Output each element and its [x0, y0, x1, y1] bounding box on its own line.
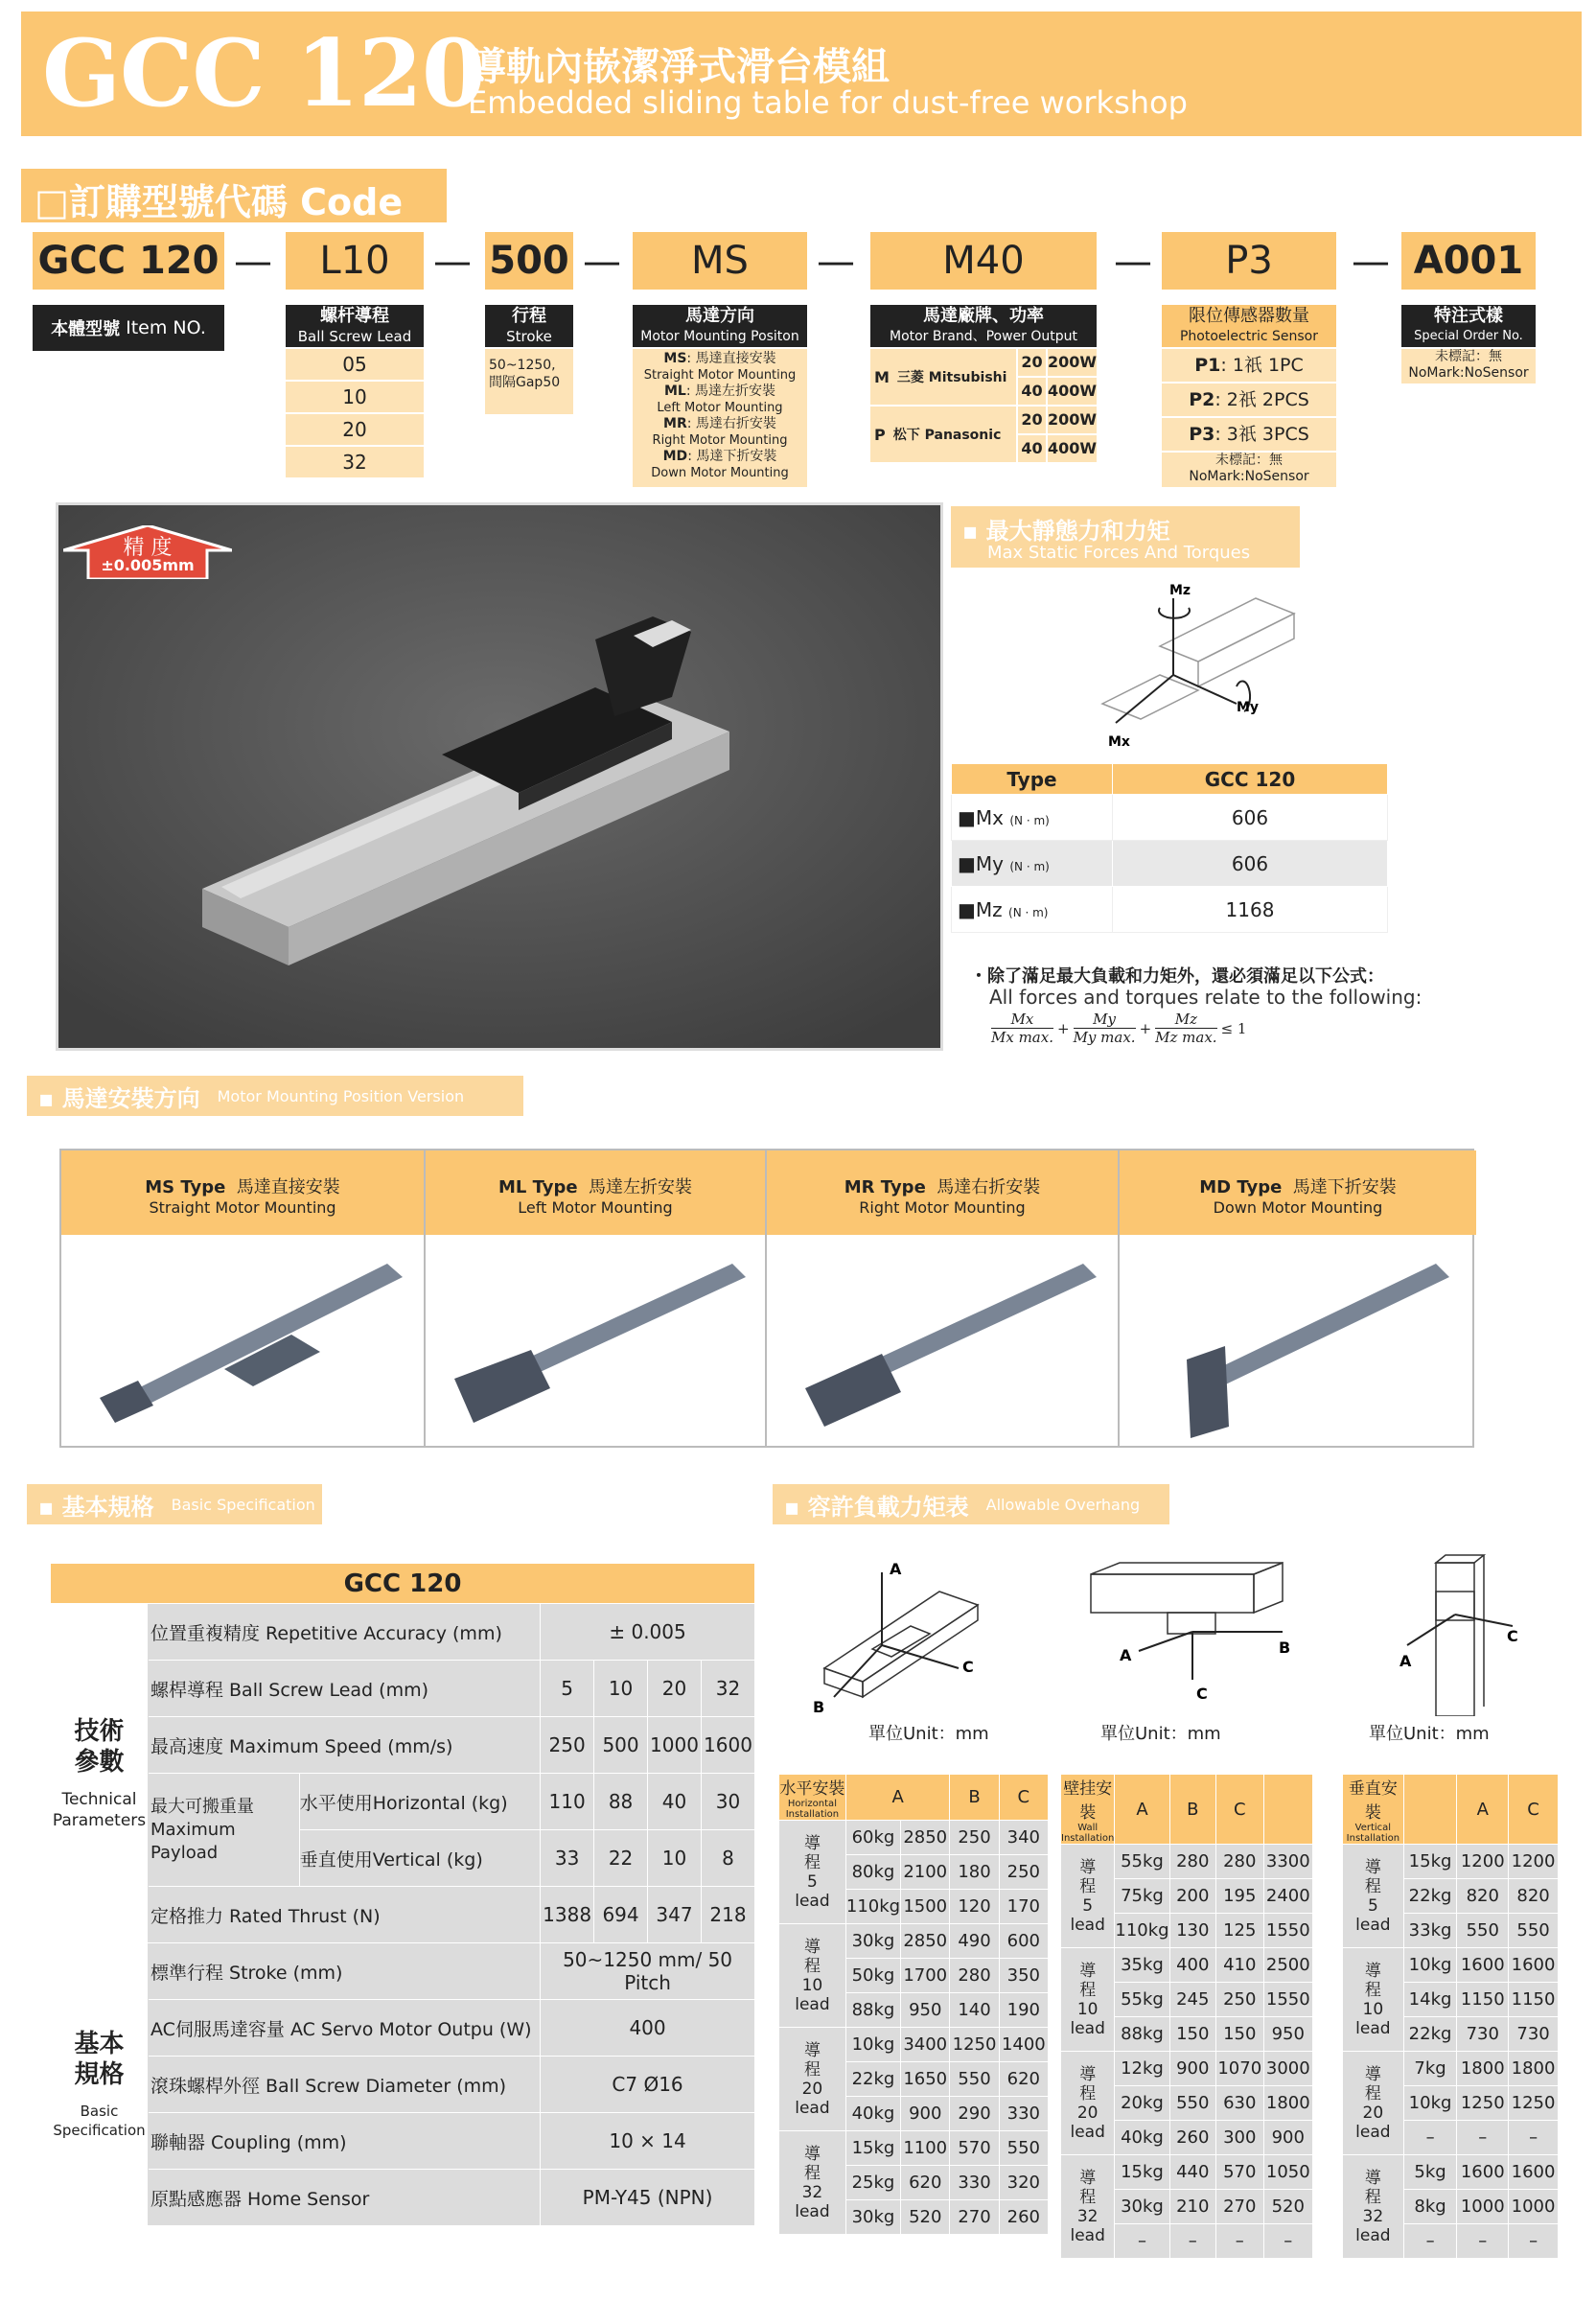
overhang-cell: 280 — [1169, 1845, 1215, 1879]
overhang-cell: 1150 — [1509, 1983, 1559, 2017]
overhang-cell: 820 — [1457, 1879, 1509, 1914]
spec-row-speed: 最高速度 Maximum Speed (mm/s) 250 500 1000 1600 — [51, 1717, 755, 1774]
static-title: ▪ 最大靜態力和力矩 — [962, 518, 1170, 545]
lead-group-label: 導 程 20 lead — [1061, 2052, 1115, 2155]
overhang-row — [779, 1924, 1049, 1959]
overhang-cell: 55kg — [1115, 1845, 1169, 1879]
overhang-axis-label: A — [1120, 1646, 1132, 1664]
static-formula: Mx Mx max. + My My max. + Mz Mz max. ≤ 1 — [991, 1011, 1247, 1046]
overhang-axis-label: C — [1196, 1685, 1208, 1703]
overhang-cell: 130 — [1169, 1914, 1215, 1948]
mounting-md: MD Type 馬達下折安裝 Down Motor Mounting — [1120, 1150, 1476, 1446]
ms-type-image — [61, 1235, 424, 1446]
overhang-cell: 80kg — [845, 1855, 900, 1890]
wall-install-diagram — [1081, 1555, 1302, 1708]
overhang-cell: 570 — [950, 2131, 999, 2166]
overhang-cell: 33kg — [1403, 1914, 1457, 1948]
overhang-cell: 200 — [1169, 1879, 1215, 1914]
mounting-section-title: ▪ 馬達安裝方向 Motor Mounting Position Version — [27, 1076, 523, 1116]
spec-row-diameter: 滾珠螺桿外徑 Ball Screw Diameter (mm) C7 Ø16 — [51, 2057, 755, 2113]
overhang-cell: 1500 — [901, 1890, 950, 1924]
overhang-cell: 150 — [1215, 2017, 1263, 2052]
overhang-cell: 170 — [999, 1890, 1048, 1924]
item-no-label: 本體型號 Item NO. — [33, 305, 224, 351]
code-dash: — — [583, 240, 621, 284]
overhang-cell: 150 — [1169, 2017, 1215, 2052]
axis-label: My — [1237, 700, 1260, 715]
motor-dir-label: 馬達方向 Motor Mounting Positon — [633, 305, 807, 347]
overhang-row — [1061, 1845, 1313, 1879]
lead-option: 32 — [286, 447, 424, 477]
overhang-cell: 10kg — [1403, 1948, 1457, 1983]
overhang-cell: 330 — [950, 2166, 999, 2200]
motor-dir-md: MD: 馬達下折安裝 — [662, 449, 777, 464]
overhang-axis-label: A — [1399, 1652, 1412, 1670]
overhang-cell: 1400 — [999, 2028, 1048, 2062]
overhang-cell: 22kg — [1403, 1879, 1457, 1914]
overhang-cell: 730 — [1457, 2017, 1509, 2052]
title-en: Embedded sliding table for dust-free workshop — [468, 84, 1188, 121]
overhang-cell: 1800 — [1509, 2052, 1559, 2086]
overhang-axis-label: B — [1279, 1639, 1291, 1657]
overhang-cell: 900 — [901, 2097, 950, 2131]
mounting-mr: MR Type 馬達右折安裝 Right Motor Mounting — [767, 1150, 1120, 1446]
motor-brand-table — [870, 349, 1097, 462]
motor-dir-ml: ML: 馬達左折安裝 — [663, 384, 776, 399]
md-type-image — [1120, 1235, 1476, 1446]
overhang-cell: 40kg — [1115, 2121, 1169, 2155]
lead-values — [286, 349, 424, 477]
vertical-install-diagram — [1388, 1553, 1522, 1716]
overhang-cell: – — [1263, 2224, 1312, 2259]
motor-brand-label: 馬達廠牌、功率 Motor Brand、Power Output — [870, 305, 1097, 347]
static-note-en: All forces and torques relate to the following: — [989, 986, 1423, 1009]
sensor-p1: P1: 1祇 1PC — [1162, 349, 1336, 382]
lead-group-label: 導 程 10 lead — [1343, 1948, 1404, 2052]
mounting-table — [59, 1149, 1474, 1448]
lead-label: 螺杆導程 Ball Screw Lead — [286, 305, 424, 347]
static-row: ■Mz (N · m) 1168 — [952, 887, 1388, 933]
ml-type-image — [426, 1235, 765, 1446]
spec-row-stroke: 基本規格 Basic Specification 標準行程 Stroke (mm) 50~1250 mm/ 50 Pitch — [51, 1943, 755, 2000]
overhang-cell: 3400 — [901, 2028, 950, 2062]
overhang-cell: 250 — [950, 1821, 999, 1855]
mounting-ml: ML Type 馬達左折安裝 Left Motor Mounting — [426, 1150, 767, 1446]
overhang-section-title: ▪ 容許負載力矩表 Allowable Overhang — [773, 1484, 1169, 1524]
overhang-cell: 330 — [999, 2097, 1048, 2131]
overhang-vertical-table: 垂直安裝 Vertical Installation A C 導 程 5 lead 15kg 1200 1200 22kg 820 820 33kg 550 550 導 程 10 lead 10kg 1600 1600 14kg 1150 1150 22kg 730 730 導 程 20 lead 7kg 1800 1800 10kg 1250 1250 – – – 導 程 32 lead 5kg 1600 1600 8kg 1000 1000 – – – — [1342, 1774, 1559, 2259]
basic-section-title: ▪ 基本規格 Basic Specification — [27, 1484, 322, 1524]
overhang-cell: 3300 — [1263, 1845, 1312, 1879]
overhang-cell: 2850 — [901, 1924, 950, 1959]
static-table: Type GCC 120 ■Mx (N · m) 606 ■My (N · m) 606 ■Mz (N · m) 1168 — [951, 763, 1388, 933]
code-dash: — — [1352, 240, 1390, 284]
sensor-p3: P3: 3祇 3PCS — [1162, 418, 1336, 451]
overhang-cell: 400 — [1169, 1948, 1215, 1983]
overhang-cell: 15kg — [1115, 2155, 1169, 2190]
unit-label: 單位Unit：mm — [868, 1724, 989, 1744]
overhang-cell: – — [1457, 2224, 1509, 2259]
lead-group-label: 導 程 10 lead — [1061, 1948, 1115, 2052]
overhang-row — [1061, 2155, 1313, 2190]
axis-label: Mz — [1169, 583, 1191, 598]
overhang-cell: 5kg — [1403, 2155, 1457, 2190]
overhang-row — [779, 2028, 1049, 2062]
code-section-title-text: □訂購型號代碼 Code — [35, 181, 404, 223]
overhang-cell: – — [1115, 2224, 1169, 2259]
overhang-axis-label: B — [813, 1698, 825, 1716]
spec-row-coupling: 聯軸器 Coupling (mm) 10 × 14 — [51, 2113, 755, 2170]
spec-row-payload-h: 最大可搬重量 Maximum Payload 水平使用Horizontal (kg) 110 88 40 30 — [51, 1774, 755, 1830]
code-motor-dir: MS — [633, 232, 807, 290]
code-sensor: P3 — [1162, 232, 1336, 290]
overhang-cell: 2850 — [901, 1821, 950, 1855]
overhang-cell: 550 — [1509, 1914, 1559, 1948]
overhang-cell: 950 — [1263, 2017, 1312, 2052]
basic-spec-table: GCC 120 技術參數 Technical Parameters 位置重複精度 Repetitive Accuracy (mm) ± 0.005 螺桿導程 Ball Screw Lead (mm) 5 10 20 32 最高速度 Maximum Speed (mm/s) 250 500 1000 1600 最大可搬重量 Maximum Payload 水平使用Horizontal (kg) 110 88 40 30 垂直使用Vertical (kg) 33 22 10 8 定格推力 Rated Thrust (N) 1388 694 347 218 基本規格 Basic Specification 標準行程 Stroke (mm) 50~1250 mm/ 50 Pitch AC伺服馬達容量 AC Servo Motor Outpu (W) 400 滾珠螺桿外徑 Ball Screw Diameter (mm) C7 Ø16 聯軸器 Coupling (mm) 10 × 14 原點感應器 Home Sensor PM-Y45 (NPN) — [50, 1563, 755, 2226]
overhang-cell: 260 — [999, 2200, 1048, 2235]
overhang-row — [779, 1821, 1049, 1855]
overhang-cell: 3000 — [1263, 2052, 1312, 2086]
overhang-cell: 620 — [901, 2166, 950, 2200]
overhang-cell: 7kg — [1403, 2052, 1457, 2086]
overhang-cell: 120 — [950, 1890, 999, 1924]
overhang-cell: 1700 — [901, 1959, 950, 1993]
overhang-cell: 50kg — [845, 1959, 900, 1993]
horizontal-install-diagram — [805, 1553, 987, 1716]
overhang-cell: 140 — [950, 1993, 999, 2028]
group-basic: 基本規格 Basic Specification — [51, 1943, 149, 2226]
overhang-cell: 290 — [950, 2097, 999, 2131]
mounting-ms: MS Type 馬達直接安裝 Straight Motor Mounting — [61, 1150, 426, 1446]
lead-group-label: 導 程 5 lead — [1343, 1845, 1404, 1948]
overhang-cell: 520 — [901, 2200, 950, 2235]
static-row: ■Mx (N · m) 606 — [952, 795, 1388, 841]
overhang-cell: 1800 — [1263, 2086, 1312, 2121]
model-title: GCC 120 — [42, 19, 485, 128]
overhang-cell: 10kg — [845, 2028, 900, 2062]
overhang-cell: 1070 — [1215, 2052, 1263, 2086]
overhang-cell: 1600 — [1509, 1948, 1559, 1983]
lead-group-label: 導 程 5 lead — [779, 1821, 846, 1924]
overhang-cell: 340 — [999, 1821, 1048, 1855]
overhang-cell: 190 — [999, 1993, 1048, 2028]
overhang-cell: 550 — [950, 2062, 999, 2097]
overhang-cell: 1550 — [1263, 1983, 1312, 2017]
spec-row-thrust: 定格推力 Rated Thrust (N) 1388 694 347 218 — [51, 1887, 755, 1943]
overhang-cell: 270 — [1215, 2190, 1263, 2224]
mr-type-image — [767, 1235, 1118, 1446]
overhang-cell: 1250 — [1457, 2086, 1509, 2121]
overhang-cell: – — [1457, 2121, 1509, 2155]
torque-diagram — [1093, 579, 1304, 755]
motor-dir-ms: MS: 馬達直接安裝 — [663, 351, 776, 366]
spec-row-repeat: 技術參數 Technical Parameters 位置重複精度 Repetitive Accuracy (mm) ± 0.005 — [51, 1604, 755, 1661]
overhang-axis-label: C — [1507, 1627, 1518, 1645]
overhang-cell: 15kg — [845, 2131, 900, 2166]
overhang-cell: 900 — [1263, 2121, 1312, 2155]
overhang-cell: 1800 — [1457, 2052, 1509, 2086]
overhang-cell: 1650 — [901, 2062, 950, 2097]
overhang-cell: 55kg — [1115, 1983, 1169, 2017]
lead-group-label: 導 程 5 lead — [1061, 1845, 1115, 1948]
overhang-cell: 10kg — [1403, 2086, 1457, 2121]
overhang-cell: 22kg — [845, 2062, 900, 2097]
overhang-cell: 30kg — [1115, 2190, 1169, 2224]
overhang-cell: 900 — [1169, 2052, 1215, 2086]
code-stroke: 500 — [485, 232, 573, 290]
overhang-cell: 15kg — [1403, 1845, 1457, 1879]
overhang-cell: 1600 — [1457, 2155, 1509, 2190]
overhang-cell: 550 — [1169, 2086, 1215, 2121]
overhang-cell: 88kg — [845, 1993, 900, 2028]
overhang-cell: 280 — [950, 1959, 999, 1993]
overhang-cell: 1150 — [1457, 1983, 1509, 2017]
overhang-cell: 550 — [1457, 1914, 1509, 1948]
overhang-cell: 1250 — [950, 2028, 999, 2062]
overhang-cell: 2100 — [901, 1855, 950, 1890]
lead-group-label: 導 程 32 lead — [1061, 2155, 1115, 2259]
overhang-cell: 520 — [1263, 2190, 1312, 2224]
overhang-cell: 1100 — [901, 2131, 950, 2166]
overhang-cell: – — [1169, 2224, 1215, 2259]
spec-row-lead: 螺桿導程 Ball Screw Lead (mm) 5 10 20 32 — [51, 1661, 755, 1717]
overhang-cell: 75kg — [1115, 1879, 1169, 1914]
overhang-cell: 250 — [999, 1855, 1048, 1890]
overhang-cell: 110kg — [1115, 1914, 1169, 1948]
overhang-cell: – — [1403, 2121, 1457, 2155]
overhang-cell: 30kg — [845, 2200, 900, 2235]
overhang-cell: 25kg — [845, 2166, 900, 2200]
overhang-cell: 195 — [1215, 1879, 1263, 1914]
overhang-cell: 270 — [950, 2200, 999, 2235]
group-technical: 技術參數 Technical Parameters — [51, 1604, 149, 1943]
overhang-cell: 1250 — [1509, 2086, 1559, 2121]
overhang-cell: 88kg — [1115, 2017, 1169, 2052]
overhang-row — [1343, 1845, 1559, 1879]
overhang-cell: 14kg — [1403, 1983, 1457, 2017]
overhang-cell: 22kg — [1403, 2017, 1457, 2052]
code-dash: — — [234, 240, 272, 284]
overhang-row — [1343, 1948, 1559, 1983]
overhang-horizontal-table: 水平安裝 Horizontal Installation A B C 導 程 5 lead 60kg 2850 250 340 80kg 2100 180 250 110kg 1500 120 170 導 程 10 lead 30kg 2850 490 600 50kg 1700 280 350 88kg 950 140 190 導 程 20 lead 10kg 3400 1250 1400 22kg 1650 550 620 40kg 900 290 330 導 程 32 lead 15kg 1100 570 550 25kg 620 330 320 30kg 520 270 260 — [778, 1774, 1049, 2235]
overhang-cell: 125 — [1215, 1914, 1263, 1948]
unit-label: 單位Unit：mm — [1100, 1724, 1221, 1744]
sensor-none: 未標記：無 NoMark:NoSensor — [1162, 453, 1336, 487]
precision-badge: 精 度 ±0.005mm — [63, 525, 232, 579]
overhang-cell: 630 — [1215, 2086, 1263, 2121]
overhang-cell: 20kg — [1115, 2086, 1169, 2121]
lead-option: 20 — [286, 414, 424, 445]
code-item-no: GCC 120 — [33, 232, 224, 290]
overhang-cell: 570 — [1215, 2155, 1263, 2190]
special-label: 特注式樣 Special Order No. — [1401, 305, 1536, 347]
motor-dir-mr: MR: 馬達右折安裝 — [663, 416, 776, 431]
stroke-desc: 50~1250, 間隔Gap50 — [485, 349, 573, 414]
static-note-cn: ・除了滿足最大負載和力矩外，還必須滿足以下公式： — [970, 966, 1384, 987]
stroke-label: 行程 Stroke — [485, 305, 573, 347]
overhang-axis-label: C — [962, 1658, 974, 1676]
static-row: ■My (N · m) 606 — [952, 841, 1388, 887]
overhang-cell: 60kg — [845, 1821, 900, 1855]
code-dash: — — [433, 240, 472, 284]
overhang-cell: 820 — [1509, 1879, 1559, 1914]
overhang-cell: 1550 — [1263, 1914, 1312, 1948]
special-none: 未標記：無 NoMark:NoSensor — [1401, 349, 1536, 384]
unit-label: 單位Unit：mm — [1369, 1724, 1490, 1744]
overhang-cell: 490 — [950, 1924, 999, 1959]
overhang-cell: 1000 — [1509, 2190, 1559, 2224]
lead-group-label: 導 程 32 lead — [779, 2131, 846, 2235]
overhang-cell: 620 — [999, 2062, 1048, 2097]
overhang-cell: 110kg — [845, 1890, 900, 1924]
overhang-cell: 250 — [1215, 1983, 1263, 2017]
overhang-cell: 8kg — [1403, 2190, 1457, 2224]
overhang-cell: – — [1509, 2224, 1559, 2259]
axis-label: Mx — [1108, 734, 1130, 750]
overhang-cell: 245 — [1169, 1983, 1215, 2017]
overhang-cell: 440 — [1169, 2155, 1215, 2190]
overhang-cell: 180 — [950, 1855, 999, 1890]
overhang-cell: 1000 — [1457, 2190, 1509, 2224]
overhang-cell: 2400 — [1263, 1879, 1312, 1914]
overhang-cell: 280 — [1215, 1845, 1263, 1879]
overhang-cell: 410 — [1215, 1948, 1263, 1983]
overhang-row — [1343, 2155, 1559, 2190]
overhang-cell: 1050 — [1263, 2155, 1312, 2190]
overhang-cell: 260 — [1169, 2121, 1215, 2155]
overhang-cell: – — [1215, 2224, 1263, 2259]
lead-group-label: 導 程 10 lead — [779, 1924, 846, 2028]
overhang-row — [1061, 1948, 1313, 1983]
overhang-cell: – — [1403, 2224, 1457, 2259]
title-cn: 導軌內嵌潔淨式滑台模組 — [468, 45, 890, 89]
overhang-cell: – — [1509, 2121, 1559, 2155]
code-lead: L10 — [286, 232, 424, 290]
motor-dir-options: MS: 馬達直接安裝 Straight Motor Mounting ML: 馬達左折安裝 Left Motor Mounting MR: 馬達右折安裝 Right Motor Mounting MD: 馬達下折安裝 Down Motor Mounting — [633, 349, 807, 487]
sensor-label: 限位傳感器數量 Photoelectric Sensor — [1162, 305, 1336, 347]
product-photo — [56, 502, 943, 1051]
overhang-axis-label: A — [890, 1560, 902, 1578]
overhang-cell: 210 — [1169, 2190, 1215, 2224]
overhang-cell: 300 — [1215, 2121, 1263, 2155]
overhang-cell: 40kg — [845, 2097, 900, 2131]
overhang-cell: 550 — [999, 2131, 1048, 2166]
brand-panasonic: P 松下 Panasonic 20 200W 40 400W — [870, 407, 1097, 462]
static-sub: Max Static Forces And Torques — [987, 543, 1251, 563]
overhang-cell: 1600 — [1457, 1948, 1509, 1983]
overhang-cell: 30kg — [845, 1924, 900, 1959]
overhang-cell: 35kg — [1115, 1948, 1169, 1983]
lead-option: 05 — [286, 349, 424, 380]
overhang-cell: 950 — [901, 1993, 950, 2028]
code-dash: — — [817, 240, 855, 284]
lead-group-label: 導 程 32 lead — [1343, 2155, 1404, 2259]
overhang-cell: 1200 — [1457, 1845, 1509, 1879]
overhang-cell: 730 — [1509, 2017, 1559, 2052]
spec-row-home: 原點感應器 Home Sensor PM-Y45 (NPN) — [51, 2170, 755, 2226]
overhang-cell: 12kg — [1115, 2052, 1169, 2086]
code-special: A001 — [1401, 232, 1536, 290]
overhang-wall-table: 壁挂安裝 Wall Installation A B C 導 程 5 lead 55kg 280 280 3300 75kg 200 195 2400 110kg 130 125 1550 導 程 10 lead 35kg 400 410 2500 55kg 245 250 1550 88kg 150 150 950 導 程 20 lead 12kg 900 1070 3000 20kg 550 630 1800 40kg 260 300 900 導 程 32 lead 15kg 440 570 1050 30kg 210 270 520 – – – – — [1060, 1774, 1313, 2259]
spec-row-motor: AC伺服馬達容量 AC Servo Motor Outpu (W) 400 — [51, 2000, 755, 2057]
overhang-row — [1061, 2052, 1313, 2086]
overhang-row — [1343, 2052, 1559, 2086]
overhang-cell: 1200 — [1509, 1845, 1559, 1879]
spec-row-payload-v: 垂直使用Vertical (kg) 33 22 10 8 — [51, 1830, 755, 1887]
code-motor: M40 — [870, 232, 1097, 290]
overhang-cell: 600 — [999, 1924, 1048, 1959]
overhang-row — [779, 2131, 1049, 2166]
lead-group-label: 導 程 20 lead — [779, 2028, 846, 2131]
sensor-p2: P2: 2祇 2PCS — [1162, 384, 1336, 416]
slide-module-image — [58, 505, 943, 1051]
code-dash: — — [1114, 240, 1152, 284]
lead-group-label: 導 程 20 lead — [1343, 2052, 1404, 2155]
overhang-cell: 350 — [999, 1959, 1048, 1993]
sensor-options — [1162, 349, 1336, 487]
brand-mitsubishi: M 三菱 Mitsubishi 20 200W 40 400W — [870, 349, 1097, 405]
overhang-cell: 2500 — [1263, 1948, 1312, 1983]
overhang-cell: 1600 — [1509, 2155, 1559, 2190]
lead-option: 10 — [286, 382, 424, 412]
overhang-cell: 320 — [999, 2166, 1048, 2200]
